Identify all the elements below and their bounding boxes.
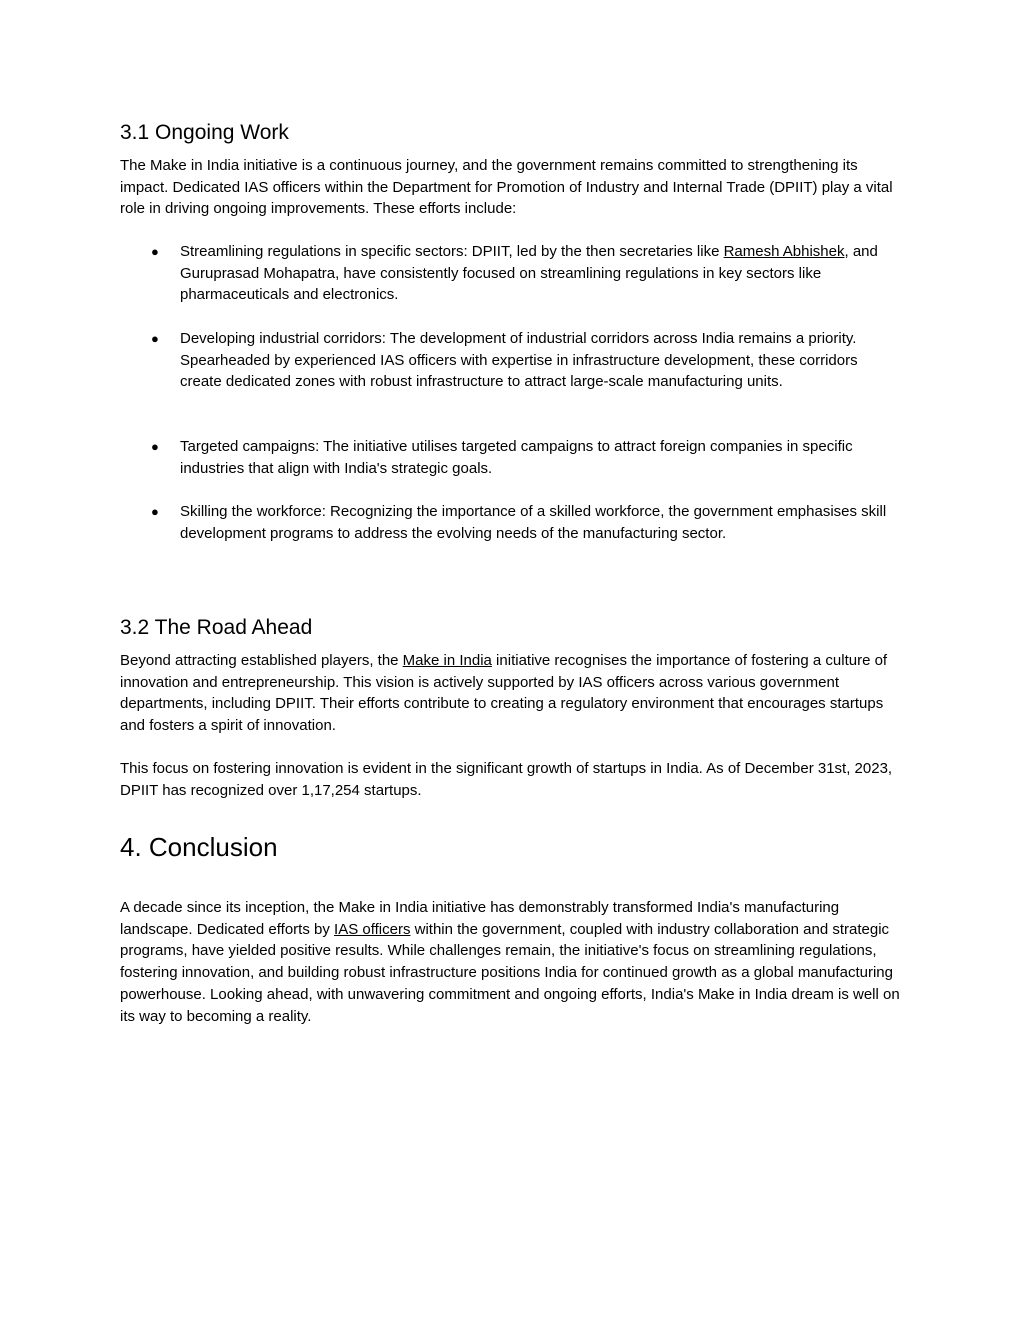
list-item-text: Targeted campaigns: The initiative utilises targeted campaigns to attract foreign companies in specific industries that align with India's strategic goals.	[180, 438, 853, 477]
conclusion-paragraph: A decade since its inception, the Make in India initiative has demonstrably transformed India's manufacturing landscape. Dedicated efforts by IAS officers within the government, coupled with industry collaboration and strategic programs, have yielded positive results. While challenges remain, the initiative's focus on streamlining regulations, fostering innovation, and building robust infrastructure positions India for continued growth as a global manufacturing powerhouse. Looking ahead, with unwavering commitment and ongoing efforts, India's Make in India dream is well on its way to becoming a reality.	[120, 899, 900, 1025]
list-item-text: Developing industrial corridors: The development of industrial corridors across India remains a priority. Spearheaded by experienced IAS officers with expertise in infrastructure development, these corridors create dedicated zones with robust infrastructure to attract large-scale manufacturing units.	[180, 330, 858, 391]
link-make-in-india[interactable]: Make in India	[402, 652, 492, 669]
ongoing-work-intro: The Make in India initiative is a continuous journey, and the government remains committed to strengthening its impact. Dedicated IAS officers within the Department for Promotion of Industry and Internal Trade (DPIIT) play a vital role in driving ongoing improvements. These efforts include:	[120, 157, 893, 218]
list-item-text: Streamlining regulations in specific sectors: DPIIT, led by the then secretaries like Ramesh Abhishek, and Guruprasad Mohapatra, have consistently focused on streamlining regulations in key sectors like pharmaceuticals and electronics.	[180, 243, 878, 304]
link-ias-officers[interactable]: IAS officers	[334, 920, 411, 938]
bullet-icon: ●	[151, 244, 159, 259]
bullet-icon: ●	[151, 504, 159, 519]
list-item-text: Skilling the workforce: Recognizing the importance of a skilled workforce, the government emphasises skill development programs to address the evolving needs of the manufacturing sector.	[180, 503, 887, 542]
road-ahead-paragraph-1: Beyond attracting established players, the Make in India initiative recognises the importance of fostering a culture of innovation and entrepreneurship. This vision is actively supported by IAS officers across various government departments, including DPIIT. Their efforts contribute to creating a regulatory environment that encourages startups and fosters a spirit of innovation.	[120, 652, 888, 735]
road-ahead-paragraph-2: This focus on fostering innovation is evident in the significant growth of startups in India. As of December 31st, 2023, DPIIT has recognized over 1,17,254 startups.	[120, 760, 893, 799]
bullet-icon: ●	[151, 331, 159, 346]
link-ramesh-abhishek[interactable]: Ramesh Abhishek	[723, 243, 845, 260]
section-heading-conclusion: 4. Conclusion	[120, 832, 278, 862]
section-heading-road-ahead: 3.2 The Road Ahead	[120, 616, 313, 639]
section-heading-ongoing-work: 3.1 Ongoing Work	[120, 121, 289, 144]
bullet-icon: ●	[151, 439, 159, 454]
